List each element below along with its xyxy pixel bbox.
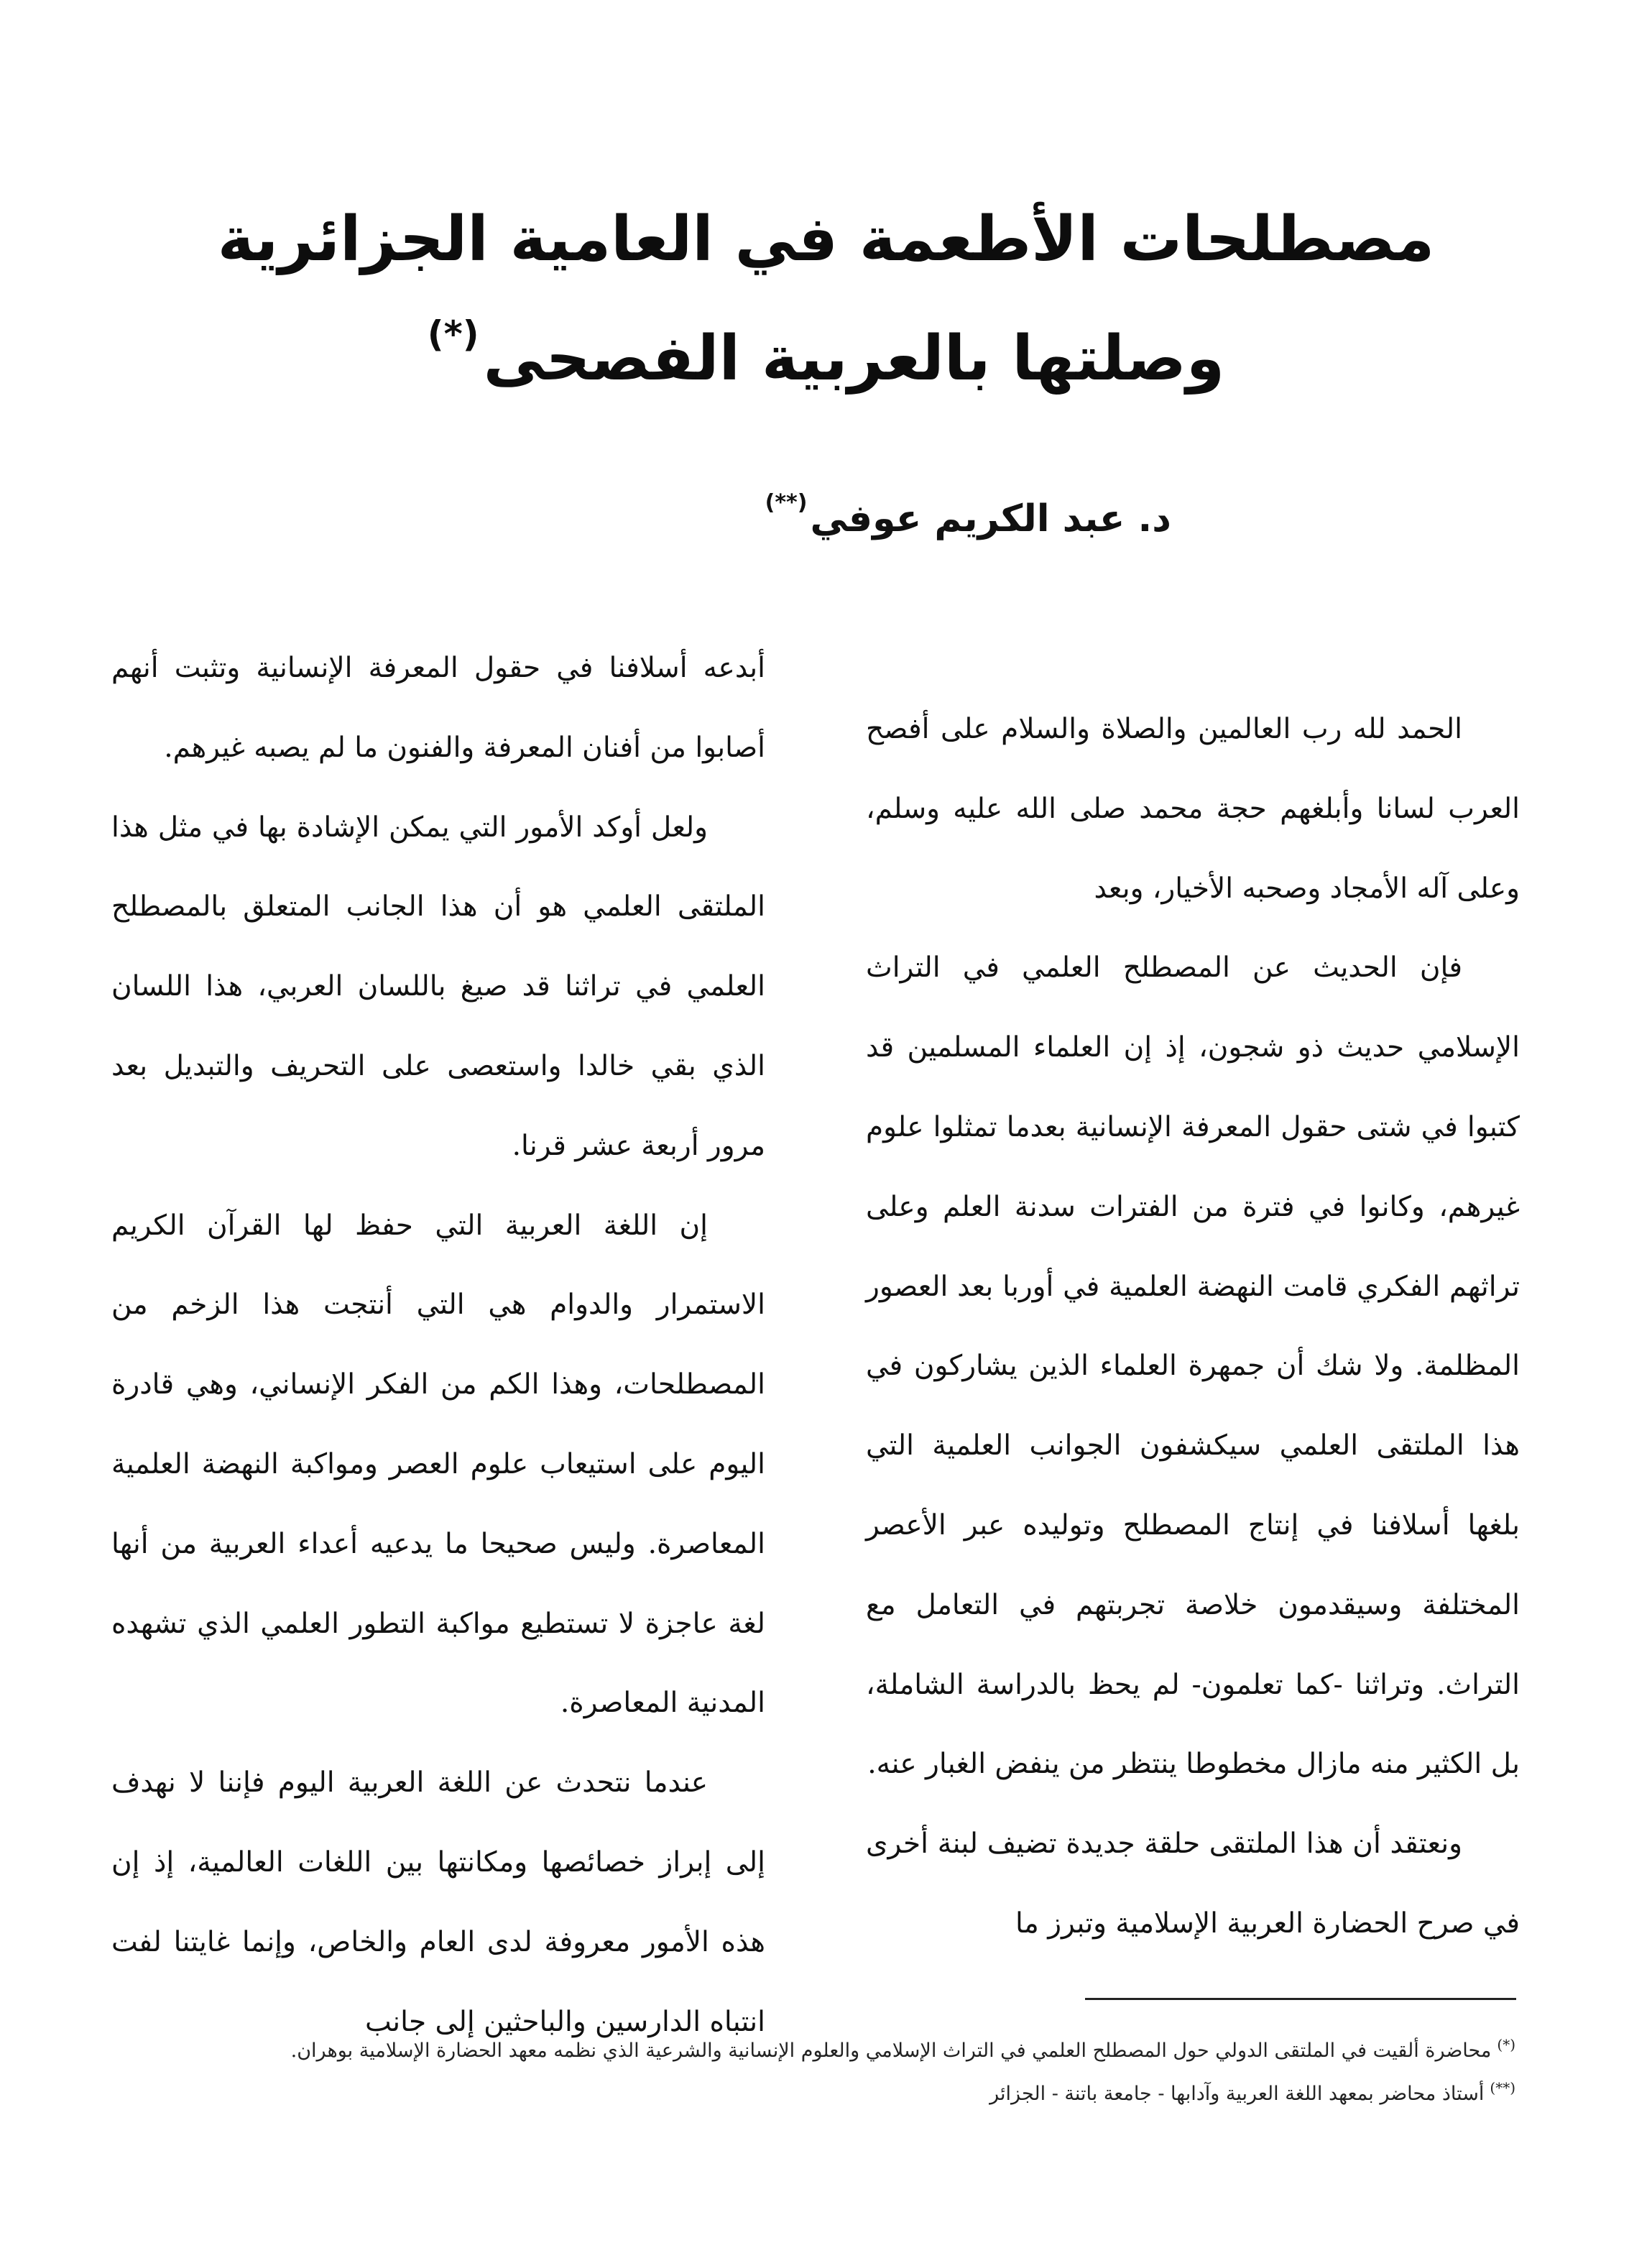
paragraph: الحمد لله رب العالمين والصلاة والسلام على أفصح العرب لسانا وأبلغهم حجة محمد صلى الله عليه وسلم، وعلى آله الأمجاد وصحبه الأخيار، وبعد xyxy=(866,713,1520,905)
article-title-line-2 xyxy=(144,295,1508,398)
footnote-mark: (*) xyxy=(1497,2036,1515,2053)
footnote-text: أستاذ محاضر بمعهد اللغة العربية وآدابها - جامعة باتنة - الجزائر xyxy=(989,2083,1485,2105)
title-text-1: مصطلحات الأطعمة في العامية الجزائرية xyxy=(217,203,1435,275)
paragraph: إن اللغة العربية التي حفظ لها القرآن الكريم الاستمرار والدوام هي التي أنتجت هذا الزخم من المصطلحات، وهذا الكم من الفكر الإنساني، وهي قادرة اليوم على استيعاب علوم العصر ومواكبة النهضة العلمية المعاصرة. وليس صحيحا ما يدعيه أعداء العربية من أنها لغة عاجزة لا تستطيع مواكبة التطور العلمي الذي تشهده المدنية المعاصرة. xyxy=(111,1209,765,1720)
author-footnote-mark: (**) xyxy=(765,490,808,515)
author-byline xyxy=(115,474,1171,548)
footnote-1 xyxy=(78,2023,1515,2073)
paragraph: أبدعه أسلافنا في حقول المعرفة الإنسانية وتثبت أنهم أصابوا من أفنان المعرفة والفنون ما لم يصبه غيرهم. xyxy=(111,652,765,764)
paragraph: عندما نتحدث عن اللغة العربية اليوم فإننا لا نهدف إلى إبراز خصائصها ومكانتها بين اللغات العالمية، إذ إن هذه الأمور معروفة لدى العام والخاص، وإنما غايتنا لفت انتباه الدارسين والباحثين إلى جانب xyxy=(111,1766,765,2038)
footnote-text: محاضرة ألقيت في الملتقى الدولي حول المصطلح العلمي في التراث الإسلامي والعلوم الإنسانية والشرعية الذي نظمه معهد الحضارة الإسلامية بوهران. xyxy=(290,2040,1492,2062)
footnote-2 xyxy=(78,2066,1515,2116)
title-footnote-mark: (*) xyxy=(427,313,479,355)
footnote-divider xyxy=(1085,1998,1516,2000)
footnote-mark: (**) xyxy=(1490,2079,1515,2096)
article-title-line-1 xyxy=(144,200,1508,279)
right-text-column xyxy=(866,690,1520,1964)
left-text-column xyxy=(111,629,765,2062)
title-text-2: وصلتها بالعربية الفصحى xyxy=(483,323,1225,395)
paragraph: ونعتقد أن هذا الملتقى حلقة جديدة تضيف لبنة أخرى في صرح الحضارة العربية الإسلامية وتبرز ما xyxy=(866,1828,1520,1940)
paragraph: ولعل أوكد الأمور التي يمكن الإشادة بها في مثل هذا الملتقى العلمي هو أن هذا الجانب المتعلق بالمصطلح العلمي في تراثنا قد صيغ باللسان العربي، هذا اللسان الذي بقي خالدا واستعصى على التحريف والتبديل بعد مرور أربعة عشر قرنا. xyxy=(111,811,765,1162)
paragraph: فإن الحديث عن المصطلح العلمي في التراث الإسلامي حديث ذو شجون، إذ إن العلماء المسلمين قد كتبوا في شتى حقول المعرفة الإنسانية بعدما تمثلوا علوم غيرهم، وكانوا في فترة من الفترات سدنة العلم وعلى تراثهم الفكري قامت النهضة العلمية في أوربا بعد العصور المظلمة. ولا شك أن جمهرة العلماء الذين يشاركون في هذا الملتقى العلمي سيكشفون الجوانب العلمية التي بلغها أسلافنا في إنتاج المصطلح وتوليده عبر الأعصر المختلفة وسيقدمون خلاصة تجربتهم في التعامل مع التراث. وتراثنا -كما تعلمون- لم يحظ بالدراسة الشاملة، بل الكثير منه مازال مخطوطا ينتظر من ينفض الغبار عنه. xyxy=(866,952,1520,1781)
author-name: د. عبد الكريم عوفي xyxy=(810,497,1171,540)
